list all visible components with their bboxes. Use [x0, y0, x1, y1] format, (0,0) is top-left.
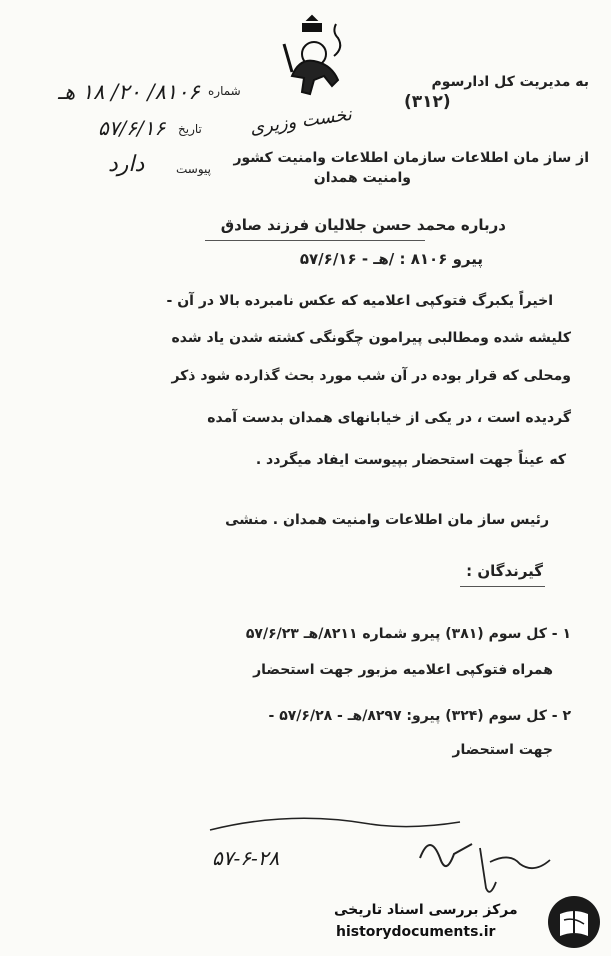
watermark-logo-icon — [546, 894, 602, 950]
body-line-5: که عیناً جهت استحضار بپیوست ایفاد میگردد . — [255, 452, 566, 468]
reference-line: پیرو ۸۱۰۶ : /هـ - ۵۷/۶/۱۶ — [299, 250, 483, 268]
emblem-caption: نخست وزیری — [248, 103, 354, 139]
body-line-1: اخیراً یکبرگ فتوکپی اعلامیه که عکس نامبرده بالا در آن - — [166, 293, 553, 309]
recipient-1: ۱ - کل سوم (۳۸۱) پیرو شماره ۸۲۱۱/هـ ۵۷/۶/۲۳ — [245, 626, 571, 642]
addressee: به مدیریت کل ادارسوم — [431, 74, 589, 90]
bottom-handwritten-date: ۵۷-۶-۲۸ — [212, 846, 280, 870]
recipients-heading: گیرندگان : — [466, 562, 543, 580]
recipient-2: ۲ - کل سوم (۳۲۴) پیرو: ۸۲۹۷/هـ - ۵۷/۶/۲۸ - — [268, 708, 571, 724]
lion-and-sun-emblem — [270, 14, 350, 102]
signature-line: رئیس ساز مان اطلاعات وامنیت همدان . منشی — [225, 512, 549, 528]
recipient-2-note: جهت استحضار — [452, 742, 553, 758]
subject-underline — [205, 240, 425, 241]
body-line-2: کلیشه شده ومطالبی پیرامون چگونگی کشته شدن یاد شده — [171, 330, 571, 346]
attachment-label: پیوست — [176, 162, 211, 176]
body-line-4: گردیده است ، در یکی از خیابانهای همدان بدست آمده — [207, 410, 571, 426]
number-value: ۸۱۰۶/ ۲۰/ ۱۸ هـ — [58, 80, 200, 104]
number-label: شماره — [208, 84, 241, 98]
watermark-title: مرکز بررسی اسناد تاریخی — [334, 902, 518, 918]
watermark-url: historydocuments.ir — [336, 924, 496, 940]
from-city: وامنیت همدان — [313, 170, 411, 186]
recipients-heading-underline — [460, 586, 545, 587]
date-value: ۵۷/۶/۱۶ — [98, 116, 166, 140]
recipient-1-note: همراه فتوکپی اعلامیه مزبور جهت استحضار — [253, 662, 553, 678]
attachment-value: دارد — [108, 152, 145, 177]
from-line: از ساز مان اطلاعات سازمان اطلاعات وامنیت کشور — [233, 150, 589, 166]
addressee-code: (۳۱۲) — [404, 92, 451, 112]
body-line-3: ومحلی که قرار بوده در آن شب مورد بحث گذارده شود ذکر — [171, 368, 571, 384]
subject-line: درباره محمد حسن جلالیان فرزند صادق — [220, 216, 506, 234]
date-label: تاریخ — [178, 122, 202, 136]
